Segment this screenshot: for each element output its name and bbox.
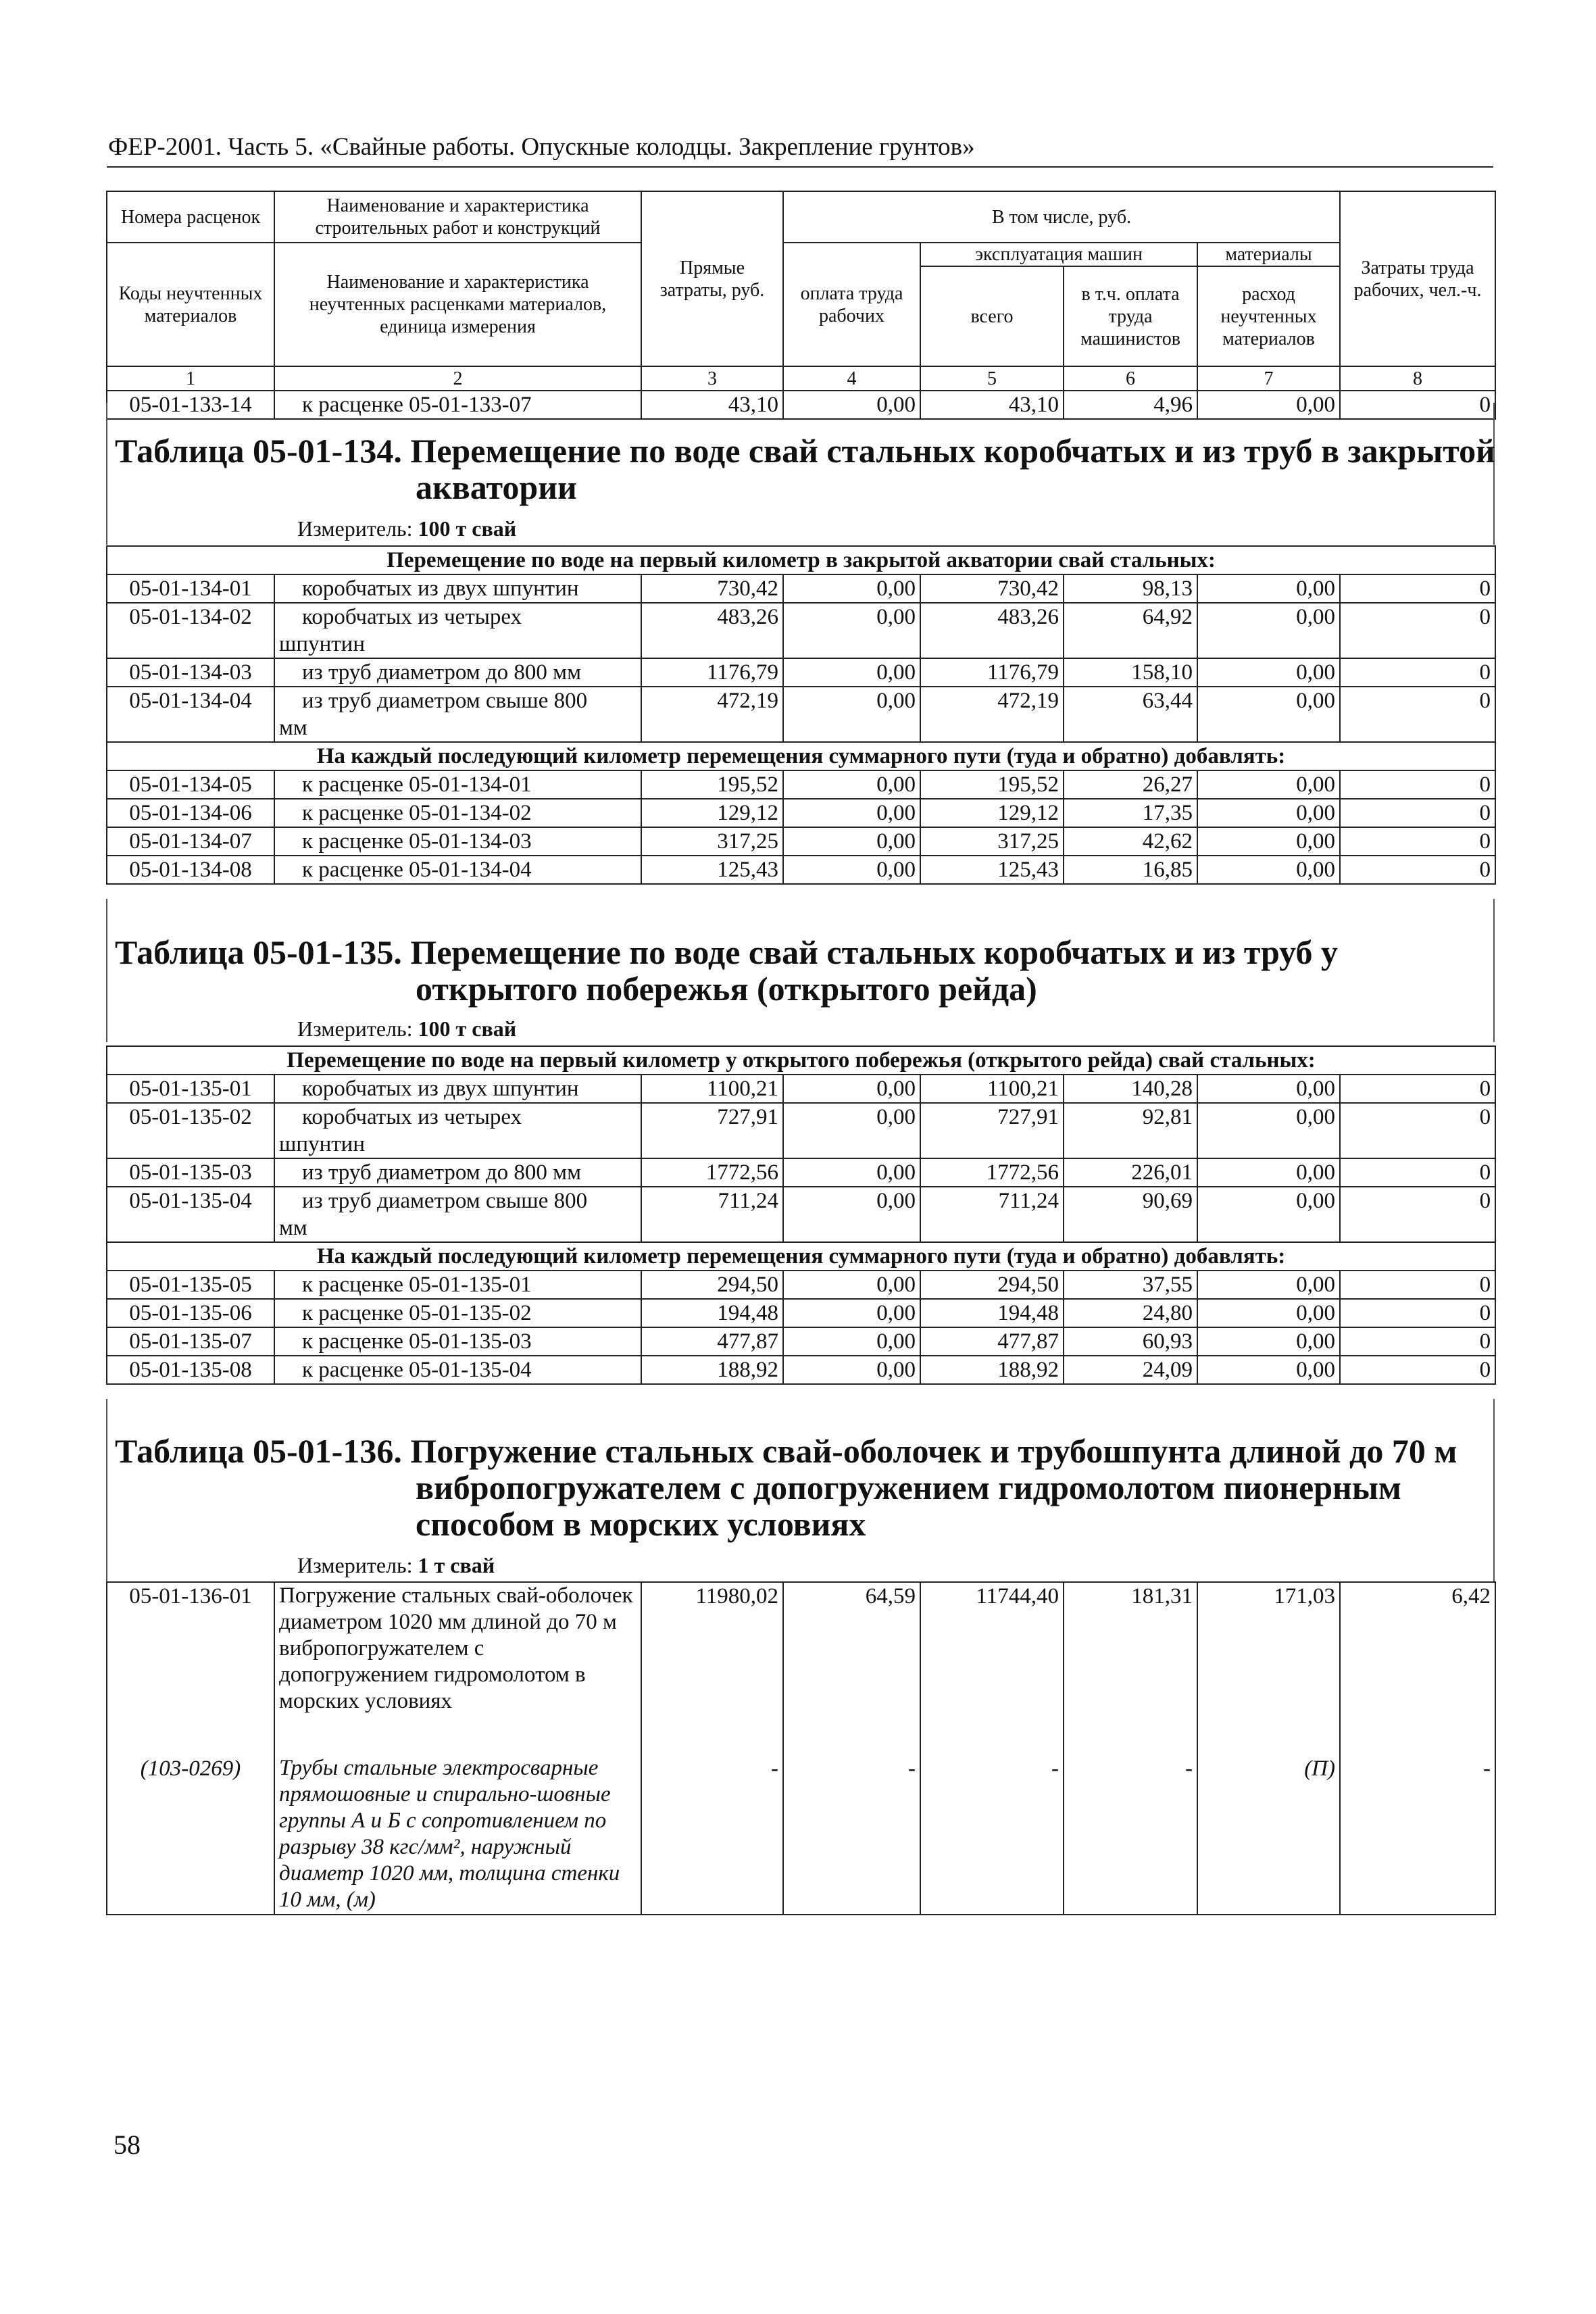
table-row: 05-01-134-02 коробчатых из четырех шпунтин 483,26 0,00 483,26 64,92 0,00 0 xyxy=(107,603,1495,658)
direct-cost-head: Прямые затраты, руб. xyxy=(641,191,783,366)
mach-wages-head: в т.ч. оплата труда машинистов xyxy=(1064,266,1197,366)
col-num: 1 xyxy=(107,366,274,391)
table-row: 05-01-135-05 к расценке 05-01-135-01 294,50 0,00 294,50 37,55 0,00 0 xyxy=(107,1271,1495,1299)
table-row: 05-01-136-01 Погружение стальных свай-оболочек диаметром 1020 мм длиной до 70 м вибропогружателем с допогружением гидромолотом в морских условиях 11980,02 64,59 11744,40 181,31 171,03 6,42 xyxy=(107,1582,1495,1755)
table-row: 05-01-134-01 коробчатых из двух шпунтин 730,42 0,00 730,42 98,13 0,00 0 xyxy=(107,574,1495,603)
table-row: 05-01-134-05 к расценке 05-01-134-01 195,52 0,00 195,52 26,27 0,00 0 xyxy=(107,770,1495,799)
table-134 xyxy=(106,545,1496,885)
materials-head: материалы xyxy=(1197,243,1340,266)
table-135 xyxy=(106,1045,1496,1385)
table-136 xyxy=(106,1581,1496,1915)
col-num: 8 xyxy=(1340,366,1495,391)
section-heading: На каждый последующий километр перемещения суммарного пути (туда и обратно) добавлять: xyxy=(107,742,1495,770)
mach-total-head: всего xyxy=(920,266,1064,366)
table-135-meter: Измеритель: 100 т свай xyxy=(297,1016,517,1041)
mat-name-head: Наименование и характеристика неучтенных расценками материалов, единица измерения xyxy=(274,243,641,366)
page-header: ФЕР-2001. Часть 5. «Свайные работы. Опускные колодцы. Закрепление грунтов» xyxy=(108,133,975,161)
machines-head: эксплуатация машин xyxy=(920,243,1197,266)
table-row: 05-01-133-14 к расценке 05-01-133-07 43,10 0,00 43,10 4,96 0,00 0 xyxy=(107,391,1495,419)
rate-no-head: Номера расценок xyxy=(107,191,274,243)
section-heading: Перемещение по воде на первый километр в закрытой акватории свай стальных: xyxy=(107,546,1495,574)
page-number: 58 xyxy=(114,2130,141,2160)
table-row: 05-01-134-04 из труб диаметром свыше 800 мм 472,19 0,00 472,19 63,44 0,00 0 xyxy=(107,687,1495,742)
work-name-head: Наименование и характеристика строительных работ и конструкций xyxy=(274,191,641,243)
table-row: 05-01-134-03 из труб диаметром до 800 мм 1176,79 0,00 1176,79 158,10 0,00 0 xyxy=(107,658,1495,687)
table-row: 05-01-135-04 из труб диаметром свыше 800 мм 711,24 0,00 711,24 90,69 0,00 0 xyxy=(107,1187,1495,1242)
table-row: 05-01-135-08 к расценке 05-01-135-04 188,92 0,00 188,92 24,09 0,00 0 xyxy=(107,1356,1495,1384)
table-row: 05-01-135-02 коробчатых из четырех шпунтин 727,91 0,00 727,91 92,81 0,00 0 xyxy=(107,1103,1495,1158)
table-134-meter: Измеритель: 100 т свай xyxy=(297,516,517,541)
table-136-title: Таблица 05-01-136. Погружение стальных свай-оболочек и трубошпунта длиной до 70 м вибропогружателем с допогружением гидромолотом пионерным способом в морских условиях xyxy=(115,1432,1457,1543)
column-header-table xyxy=(106,191,1496,420)
table-row: 05-01-135-07 к расценке 05-01-135-03 477,87 0,00 477,87 60,93 0,00 0 xyxy=(107,1327,1495,1356)
frame-right xyxy=(1493,899,1495,1042)
incl-head: В том числе, руб. xyxy=(783,191,1340,243)
col-num: 4 xyxy=(783,366,920,391)
wages-head: оплата труда рабочих xyxy=(783,243,920,366)
frame-left xyxy=(106,1399,107,1581)
header-rule xyxy=(107,166,1493,168)
frame-right xyxy=(1493,1399,1495,1581)
col-num: 6 xyxy=(1064,366,1197,391)
table-row: 05-01-135-06 к расценке 05-01-135-02 194,48 0,00 194,48 24,80 0,00 0 xyxy=(107,1299,1495,1327)
col-num: 2 xyxy=(274,366,641,391)
frame-left xyxy=(106,403,107,545)
table-row: 05-01-135-01 коробчатых из двух шпунтин 1100,21 0,00 1100,21 140,28 0,00 0 xyxy=(107,1075,1495,1103)
labor-head: Затраты труда рабочих, чел.-ч. xyxy=(1340,191,1495,366)
table-row: 05-01-134-07 к расценке 05-01-134-03 317,25 0,00 317,25 42,62 0,00 0 xyxy=(107,827,1495,856)
codes-head: Коды неучтенных материалов xyxy=(107,243,274,366)
col-num: 7 xyxy=(1197,366,1340,391)
frame-left xyxy=(106,899,107,1042)
table-135-title: Таблица 05-01-135. Перемещение по воде свай стальных коробчатых и из труб у открытого побережья (открытого рейда) xyxy=(115,933,1338,1008)
mat-use-head: расход неучтенных материалов xyxy=(1197,266,1340,366)
table-row: 05-01-134-06 к расценке 05-01-134-02 129,12 0,00 129,12 17,35 0,00 0 xyxy=(107,799,1495,827)
section-heading: На каждый последующий километр перемещения суммарного пути (туда и обратно) добавлять: xyxy=(107,1242,1495,1271)
table-row: 05-01-135-03 из труб диаметром до 800 мм 1772,56 0,00 1772,56 226,01 0,00 0 xyxy=(107,1158,1495,1187)
col-num: 3 xyxy=(641,366,783,391)
col-num: 5 xyxy=(920,366,1064,391)
table-136-meter: Измеритель: 1 т свай xyxy=(297,1553,495,1577)
section-heading: Перемещение по воде на первый километр у открытого побережья (открытого рейда) свай стальных: xyxy=(107,1046,1495,1075)
material-row: (103-0269) Трубы стальные электросварные прямошовные и спирально-шовные группы А и Б с сопротивлением по разрыву 38 кгс/мм², наружный диаметр 1020 мм, толщина стенки 10 мм, (м) - - - - (П) - xyxy=(107,1755,1495,1915)
table-134-title: Таблица 05-01-134. Перемещение по воде свай стальных коробчатых и из труб в закрытой акватории xyxy=(115,432,1495,506)
table-row: 05-01-134-08 к расценке 05-01-134-04 125,43 0,00 125,43 16,85 0,00 0 xyxy=(107,856,1495,884)
